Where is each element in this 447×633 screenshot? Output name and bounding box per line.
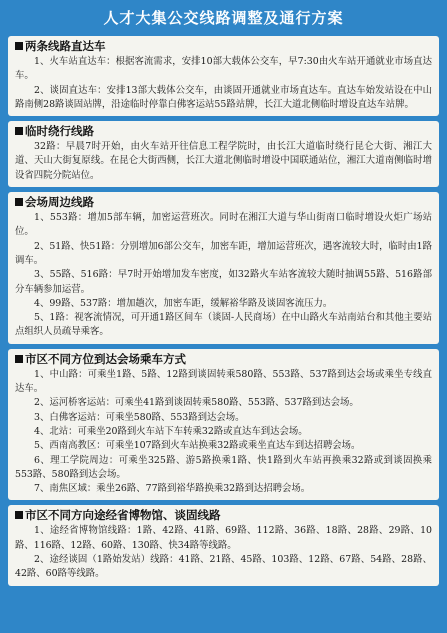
square-bullet-icon: [15, 127, 23, 135]
paragraph: 1、途经省博物馆线路：1路、42路、41路、69路、112路、36路、18路、28路、29路、10路、116路、12路、60路、130路、快34路等线路。: [15, 525, 432, 551]
paragraph: 4、99路、537路：增加趟次，加密车距，缓解裕华路及谈固客流压力。: [34, 297, 333, 309]
paragraph: 7、南焦区域：乘坐26路、77路到裕华路换乘32路到达招聘会场。: [34, 483, 311, 495]
section-museum-tangu-lines: [8, 505, 439, 585]
paragraph: 2、谈固直达车：安排13部大载体公交车，由谈固开通就业市场直达车。直达车始发站设在中山路南侧28路谈固站牌，沿途临时停靠白佛客运站55路站牌，长江大道北侧临时增设直达车站牌。: [15, 84, 432, 110]
paragraph: 4、北站：可乘坐20路到火车站下车转乘32路或直达车到达会场。: [34, 425, 308, 437]
paragraph: 3、55路、516路：早7时开始增加发车密度，如32路火车站客流较大随时抽调55路、516路部分车辆参加运营。: [15, 269, 432, 295]
section-heading-text: 会场周边线路: [25, 195, 94, 210]
section-heading-text: 临时绕行线路: [25, 124, 94, 139]
section-routes-to-venue: [8, 349, 439, 501]
paragraph: 2、51路、快51路：分别增加6部公交车，加密车距，增加运营班次，遇客流较大时，临时由1路调车。: [15, 240, 433, 266]
paragraph: 5、1路：视客流情况，可开通1路区间车（谈固-人民商场）在中山路火车站南站台和其他主要站点组织人员疏导乘客。: [15, 312, 432, 338]
paragraph: 1、火车站直达车：根据客流需求，安排10部大载体公交车，早7:30由火车站开通就业市场直达车。: [15, 56, 432, 82]
page-title: 人才大集公交线路调整及通行方案: [103, 9, 344, 27]
paragraph: 2、途经谈固（1路始发站）线路：41路、21路、45路、103路、12路、67路、54路、28路、42路、60路等线路。: [15, 554, 432, 580]
section-detour-lines: [8, 121, 439, 187]
paragraph: 32路：早晨7时开始，由火车站开往信息工程学院时，由长江大道临时绕行昆仑大街、湘江大道、天山大街复原线。在昆仑大街西侧，长江大道北侧临时增设中国联通站位，湘江大道南侧临时增设省四院分院站位。: [15, 141, 432, 181]
square-bullet-icon: [15, 511, 23, 519]
section-direct-buses: [8, 36, 439, 116]
square-bullet-icon: [15, 42, 23, 50]
paragraph: 3、白佛客运站：可乘坐580路、553路到达会场。: [34, 411, 245, 423]
paragraph: 5、西南高教区：可乘坐107路到火车站换乘32路或乘坐直达车到达招聘会场。: [34, 440, 361, 452]
section-heading: [15, 507, 432, 524]
paragraph: 1、中山路：可乘坐1路、5路、12路到谈固转乘580路、553路、537路到达会场或乘坐专线直达车。: [15, 368, 432, 395]
section-heading-text: 两条线路直达车: [25, 39, 106, 53]
square-bullet-icon: [15, 198, 23, 206]
section-heading: [15, 38, 432, 55]
section-heading: [15, 351, 432, 368]
paragraph: 1、553路：增加5部车辆，加密运营班次。同时在湘江大道与华山街南口临时增设火炬广场站位。: [15, 212, 432, 238]
section-heading-text: 市区不同方位到达会场乘车方式: [25, 351, 186, 366]
square-bullet-icon: [15, 355, 23, 363]
section-heading: [15, 123, 432, 140]
section-venue-lines: [8, 192, 439, 344]
section-heading: [15, 194, 432, 211]
section-heading-text: 市区不同方向途经省博物馆、谈固线路: [25, 508, 221, 523]
paragraph: 6、理工学院周边：可乘坐325路、游5路换乘1路、快1路到火车站再换乘32路或到谈固换乘553路、580路到达会场。: [15, 454, 432, 480]
paragraph: 2、运河桥客运站：可乘坐41路到谈固转乘580路、553路、537路到达会场。: [34, 397, 359, 409]
